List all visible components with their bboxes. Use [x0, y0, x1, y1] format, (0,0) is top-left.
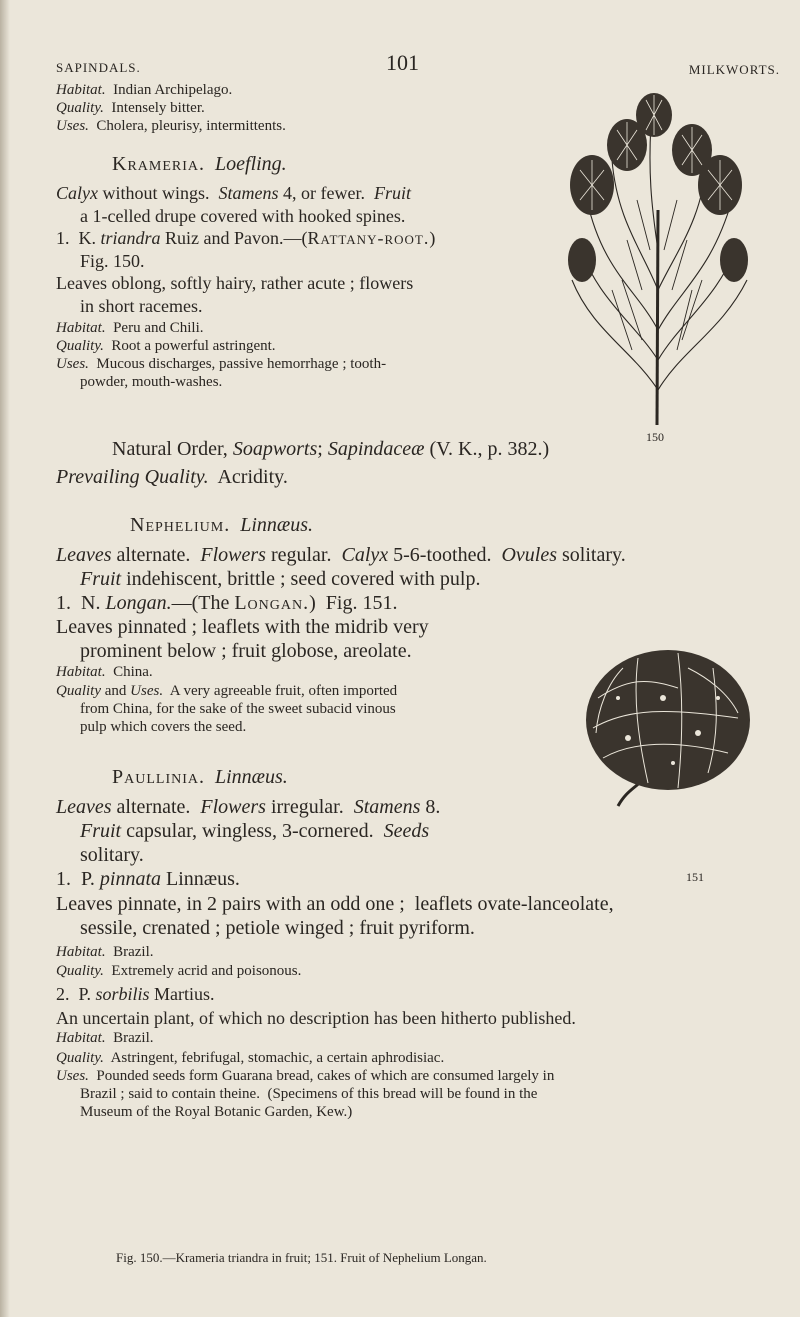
text-run: without wings.: [98, 183, 219, 203]
text-run: pulp which covers the seed.: [80, 719, 247, 735]
text-run: Calyx: [341, 544, 389, 566]
text-run: regular.: [265, 544, 342, 566]
text-line: [80, 640, 412, 663]
text-run: Museum of the Royal Botanic Garden, Kew.): [80, 1104, 353, 1120]
text-run: indehiscent, brittle ; seed covered with pulp.: [121, 568, 481, 590]
text-run: Krameria.: [112, 153, 206, 175]
text-run: Extremely acrid and poisonous.: [103, 963, 302, 979]
text-run: Longan.: [234, 592, 310, 614]
text-line: [56, 100, 205, 117]
text-line: [56, 544, 626, 567]
text-line: [80, 917, 475, 940]
text-line: [56, 273, 413, 294]
text-run: a 1-celled drupe covered with hooked spines.: [80, 206, 406, 226]
text-run: Pounded seeds form Guarana bread, cakes of which are consumed largely in: [88, 1068, 555, 1084]
text-run: Linnæus.: [240, 514, 314, 536]
text-run: Leaves oblong, softly hairy, rather acute ; flowers: [56, 273, 414, 293]
text-run: Quality.: [56, 338, 104, 354]
text-run: Peru and Chili.: [105, 320, 204, 336]
text-line: [56, 683, 397, 700]
text-run: Habitat.: [56, 320, 106, 336]
text-run: Uses.: [56, 356, 89, 372]
text-run: Habitat.: [56, 1030, 106, 1046]
text-line: [80, 374, 222, 391]
running-header-left: SAPINDALS.: [56, 60, 141, 75]
text-run: An uncertain plant, of which no description has been hitherto published.: [56, 1008, 576, 1028]
text-run: sessile, crenated ; petiole winged ; fruit pyriform.: [80, 917, 475, 939]
text-run: Habitat.: [56, 944, 106, 960]
text-run: Martius.: [149, 984, 215, 1004]
text-run: Cholera, pleurisy, intermittents.: [88, 118, 286, 134]
text-line: [56, 1068, 554, 1085]
page-spine-shadow: [0, 0, 10, 1317]
text-line: [56, 796, 440, 819]
text-line: [56, 356, 386, 373]
text-run: Fruit: [373, 183, 411, 203]
text-run: capsular, wingless, 3-cornered.: [121, 820, 384, 842]
text-line: [56, 118, 286, 135]
text-line: [80, 1086, 537, 1103]
text-run: and: [101, 683, 131, 699]
text-line: [80, 719, 246, 736]
text-run: Stamens: [218, 183, 279, 203]
text-run: Longan.: [105, 592, 172, 614]
text-run: 1. K.: [56, 228, 101, 248]
text-run: Calyx: [56, 183, 98, 203]
text-line: [56, 664, 153, 681]
text-run: ): [429, 228, 436, 248]
text-run: Brazil ; said to contain theine. (Specimens of this bread will be found in the: [80, 1086, 538, 1102]
text-run: prominent below ; fruit globose, areolate.: [80, 640, 412, 662]
text-run: Acridity.: [208, 466, 288, 488]
text-run: Root a powerful astringent.: [103, 338, 276, 354]
text-line: [56, 963, 301, 980]
text-run: Stamens: [353, 796, 421, 818]
text-run: Leaves: [56, 544, 112, 566]
figure-caption: Fig. 150.—Krameria triandra in fruit; 151. Fruit of Nephelium Longan.: [116, 1250, 487, 1265]
figure-151-number: 151: [686, 870, 704, 884]
text-run: 8.: [420, 796, 441, 818]
text-line: [56, 616, 429, 639]
text-run: Mucous discharges, passive hemorrhage ; tooth-: [88, 356, 387, 372]
text-line: [56, 592, 397, 615]
text-run: Prevailing Quality.: [56, 466, 209, 488]
text-run: Ovules: [501, 544, 557, 566]
text-run: Nephelium.: [130, 514, 231, 536]
figure-150-number: 150: [646, 430, 664, 444]
text-run: Brazil.: [105, 944, 154, 960]
text-line: [80, 820, 429, 843]
text-run: [230, 514, 240, 536]
text-run: —(The: [171, 592, 235, 614]
text-run: ;: [317, 438, 328, 460]
text-line: [80, 251, 145, 272]
text-line: [56, 893, 614, 916]
text-run: Fruit: [80, 568, 122, 590]
text-run: powder, mouth-washes.: [80, 374, 223, 390]
text-run: 1. P.: [56, 868, 100, 890]
text-run: Fruit: [80, 820, 122, 842]
text-run: Ruiz and Pavon.—(: [160, 228, 308, 248]
text-line: [130, 514, 313, 537]
text-run: solitary.: [80, 844, 144, 866]
text-run: Indian Archipelago.: [105, 82, 233, 98]
text-run: China.: [105, 664, 153, 680]
text-line: [80, 701, 396, 718]
text-line: [56, 944, 154, 961]
running-header-right: MILKWORTS.: [688, 62, 780, 77]
text-run: [205, 153, 215, 175]
text-line: [56, 466, 288, 489]
text-line: [80, 568, 480, 591]
text-run: Quality.: [56, 1050, 104, 1066]
text-run: Seeds: [383, 820, 430, 842]
text-line: [80, 206, 405, 227]
text-run: Linnæus.: [161, 868, 240, 890]
text-run: 1. N.: [56, 592, 106, 614]
text-line: [56, 1008, 576, 1029]
text-line: [56, 82, 232, 99]
text-run: Linnæus.: [215, 766, 288, 788]
page-number: 101: [386, 50, 419, 75]
text-line: [56, 338, 276, 355]
text-run: Paullinia.: [112, 766, 205, 788]
text-run: A very agreeable fruit, often imported: [163, 683, 398, 699]
text-run: triandra: [100, 228, 161, 248]
text-line: [56, 868, 240, 891]
text-run: Leaves: [56, 796, 112, 818]
text-run: Quality.: [56, 963, 104, 979]
text-run: [205, 766, 215, 788]
text-run: Brazil.: [105, 1030, 154, 1046]
text-run: Astringent, febrifugal, stomachic, a certain aphrodisiac.: [103, 1050, 445, 1066]
text-run: Flowers: [200, 796, 266, 818]
text-line: [80, 296, 202, 317]
text-run: irregular.: [265, 796, 354, 818]
text-run: pinnata: [99, 868, 162, 890]
text-run: Soapworts: [232, 438, 318, 460]
text-run: Leaves pinnate, in 2 pairs with an odd one ; leaflets ovate-lanceolate,: [56, 893, 614, 915]
text-run: 2. P.: [56, 984, 96, 1004]
text-run: Uses.: [130, 683, 164, 699]
longan-fruit-illustration: [568, 638, 758, 808]
text-line: [56, 1050, 444, 1067]
text-run: in short racemes.: [80, 296, 203, 316]
text-line: [56, 984, 215, 1005]
text-run: 4, or fewer.: [278, 183, 374, 203]
text-run: Loefling.: [215, 153, 287, 175]
text-run: Uses.: [56, 1068, 89, 1084]
text-run: 5-6-toothed.: [388, 544, 502, 566]
text-line: [80, 1104, 352, 1121]
text-run: Fig. 150.: [80, 251, 145, 271]
text-run: Intensely bitter.: [103, 100, 205, 116]
text-run: Quality.: [56, 100, 104, 116]
text-run: from China, for the sake of the sweet subacid vinous: [80, 701, 396, 717]
text-line: [56, 320, 204, 337]
text-run: (V. K., p. 382.): [424, 438, 550, 460]
text-line: [56, 183, 411, 204]
text-line: [80, 844, 144, 867]
krameria-illustration: [552, 90, 762, 430]
text-line: [56, 228, 435, 249]
text-run: Rattany-root.: [307, 228, 430, 248]
text-line: [56, 1030, 154, 1047]
text-run: Flowers: [200, 544, 266, 566]
text-line: [112, 766, 288, 789]
text-run: Uses.: [56, 118, 89, 134]
text-line: [112, 438, 549, 461]
text-run: Quality: [56, 683, 101, 699]
text-line: [112, 153, 287, 176]
text-run: alternate.: [111, 544, 201, 566]
text-run: sorbilis: [95, 984, 150, 1004]
text-run: Habitat.: [56, 664, 106, 680]
text-run: alternate.: [111, 796, 201, 818]
text-run: solitary.: [557, 544, 626, 566]
text-run: Habitat.: [56, 82, 106, 98]
text-run: Leaves pinnated ; leaflets with the midrib very: [56, 616, 429, 638]
text-run: Sapindaceæ: [327, 438, 425, 460]
text-run: Natural Order,: [112, 438, 233, 460]
text-run: ) Fig. 151.: [309, 592, 398, 614]
